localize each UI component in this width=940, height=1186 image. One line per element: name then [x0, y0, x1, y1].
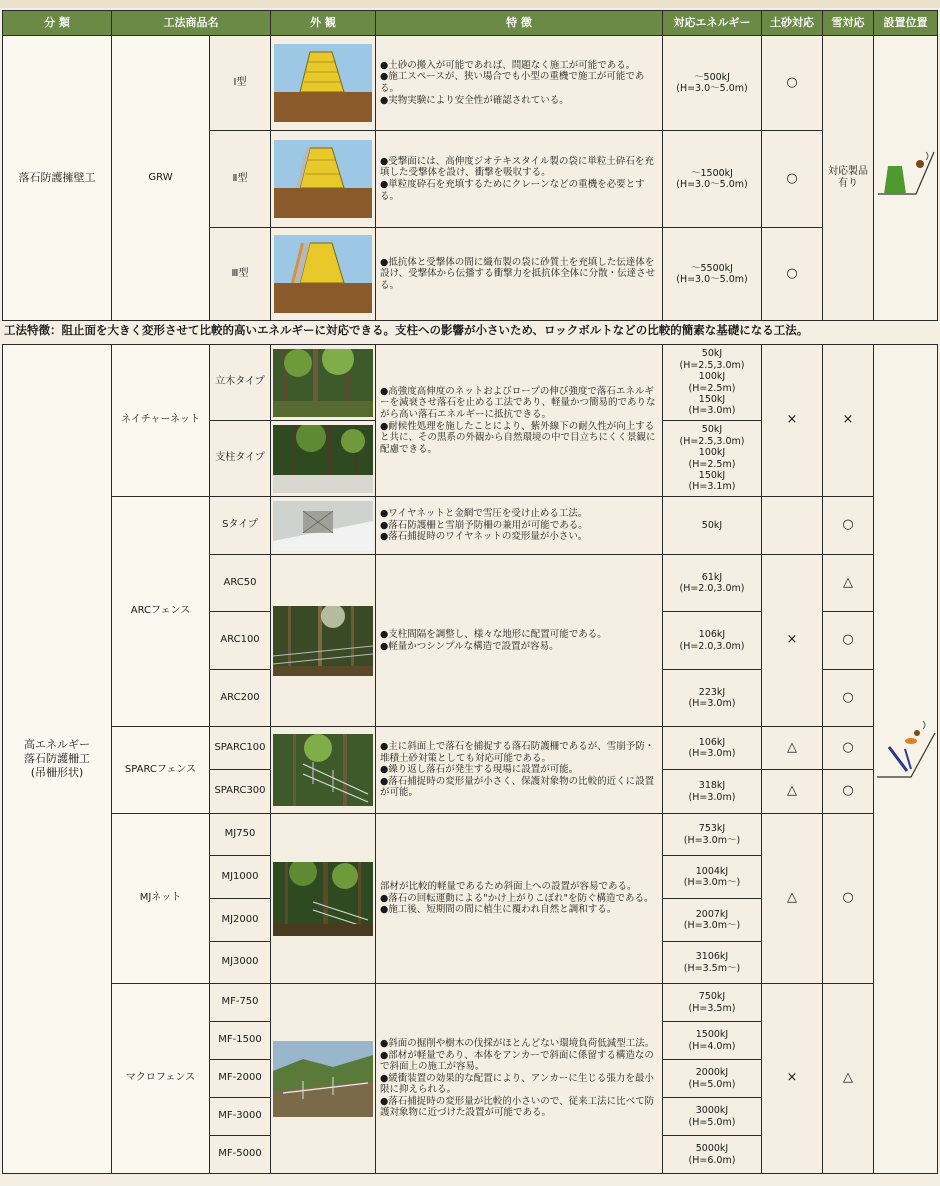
type-cell: Ⅰ型 — [210, 36, 271, 131]
position-illustration-wall — [874, 36, 938, 321]
type-cell: MJ1000 — [210, 856, 271, 899]
photo-macro-fence — [271, 984, 376, 1174]
energy-cell: 50kJ — [663, 497, 762, 555]
header-feature: 特 徴 — [376, 11, 663, 36]
soil-cell: ○ — [762, 131, 823, 228]
energy-cell: 3106kJ (H=3.5m～) — [663, 942, 762, 984]
soil-cell: × — [762, 345, 823, 497]
photo-mj-net — [271, 814, 376, 984]
header-appearance: 外 観 — [271, 11, 376, 36]
snow-cell: ○ — [823, 497, 874, 555]
energy-cell: 50kJ (H=2.5,3.0m) 100kJ (H=2.5m) 150kJ (H=3.0m) — [663, 345, 762, 421]
type-cell: Ⅱ型 — [210, 131, 271, 228]
energy-cell: 318kJ (H=3.0m) — [663, 770, 762, 814]
energy-cell: 223kJ (H=3.0m) — [663, 670, 762, 727]
energy-cell: 2000kJ (H=5.0m) — [663, 1060, 762, 1098]
type-cell: ARC100 — [210, 612, 271, 670]
type-cell: MF-750 — [210, 984, 271, 1022]
soil-cell: △ — [762, 770, 823, 814]
soil-cell — [762, 497, 823, 555]
photo-snow-fence — [271, 497, 376, 555]
feature-cell: ●受撃面には、高伸度ジオテキスタイル製の袋に単粒土砕石を充填した受撃体を設け、衝撃を吸収する。 ●単粒度砕石を充填するためにクレーンなどの重機を必要とする。 — [376, 131, 663, 228]
energy-cell: 5000kJ (H=6.0m) — [663, 1136, 762, 1174]
energy-cell: 2007kJ (H=3.0m～) — [663, 899, 762, 942]
snow-cell: ○ — [823, 770, 874, 814]
snow-cell: ○ — [823, 670, 874, 727]
feature-cell: 部材が比較的軽量であるため斜面上への設置が容易である。 ●落石の回転運動による"かけ上がりこぼれ"を防ぐ構造である。 ●施工後、短期間の間に植生に覆われ自然と調和する。 — [376, 814, 663, 984]
soil-cell: ○ — [762, 36, 823, 131]
snow-cell: △ — [823, 984, 874, 1174]
header-position: 設置位置 — [874, 11, 938, 36]
type-cell: Ⅲ型 — [210, 228, 271, 321]
feature-cell: ●高強度高伸度のネットおよびロープの伸び強度で落石エネルギーを減衰させ落石を止める工法であり、軽量かつ簡易的でありながら高い落石エネルギーに抵抗できる。 ●耐候性処理を施したことにより、紫外線下の耐久性が向上すると共に、その黒系の外観から自然環境の中で目立ちにくく景観に配慮できる。 — [376, 345, 663, 497]
photo-forest — [271, 345, 376, 421]
product-cell: MJネット — [112, 814, 210, 984]
type-cell: ARC200 — [210, 670, 271, 727]
type-cell: 立木タイプ — [210, 345, 271, 421]
feature-cell: ●主に斜面上で落石を捕捉する落石防護柵であるが、雪崩予防・堆積土砂対策としても対応可能である。 ●繰り返し落石が発生する現場に設置が可能。 ●落石捕捉時の変形量が小さく、保護対象物の比較的近くに設置が可能。 — [376, 727, 663, 814]
wall-diagram-1 — [271, 36, 376, 131]
soil-cell: ○ — [762, 228, 823, 321]
type-cell: Sタイプ — [210, 497, 271, 555]
photo-arc-fence — [271, 555, 376, 727]
snow-cell: ○ — [823, 814, 874, 984]
soil-cell: × — [762, 984, 823, 1174]
header-snow: 雪対応 — [823, 11, 874, 36]
product-cell: GRW — [112, 36, 210, 321]
product-cell: ネイチャーネット — [112, 345, 210, 497]
energy-cell: 106kJ (H=3.0m) — [663, 727, 762, 770]
energy-cell: 1004kJ (H=3.0m～) — [663, 856, 762, 899]
product-cell: マクロフェンス — [112, 984, 210, 1174]
energy-cell: ～5500kJ (H=3.0～5.0m) — [663, 228, 762, 321]
feature-cell: ●抵抗体と受撃体の間に織布製の袋に砂質土を充填した伝達体を設け、受撃体から伝播する衝撃力を抵抗体全体に分散・伝達させる。 — [376, 228, 663, 321]
type-cell: MJ3000 — [210, 942, 271, 984]
feature-cell: ●土砂の搬入が可能であれば、問題なく施工が可能である。 ●施工スペースが、狭い場合でも小型の重機で施工が可能である。 ●実物実験により安全性が確認されている。 — [376, 36, 663, 131]
energy-cell: 61kJ (H=2.0,3.0m) — [663, 555, 762, 612]
type-cell: MF-1500 — [210, 1022, 271, 1060]
header-category: 分 類 — [3, 11, 112, 36]
snow-cell: ○ — [823, 727, 874, 770]
category-cell: 高エネルギー 落石防護柵工 (吊柵形状) — [3, 345, 112, 1174]
method-note: 工法特徴：阻止面を大きく変形させて比較的高いエネルギーに対応できる。支柱への影響が小さいため、ロックボルトなどの比較的簡素な基礎になる工法。 — [4, 323, 809, 337]
energy-cell: 3000kJ (H=5.0m) — [663, 1098, 762, 1136]
type-cell: MF-2000 — [210, 1060, 271, 1098]
feature-cell: ●支柱間隔を調整し、様々な地形に配置可能である。 ●軽量かつシンプルな構造で設置が容易。 — [376, 555, 663, 727]
table-high-energy-fence — [2, 344, 938, 1174]
energy-cell: ～500kJ (H=3.0～5.0m) — [663, 36, 762, 131]
category-cell: 落石防護擁壁工 — [3, 36, 112, 321]
type-cell: MF-3000 — [210, 1098, 271, 1136]
type-cell: MJ2000 — [210, 899, 271, 942]
snow-cell: 対応製品 有り — [823, 36, 874, 321]
energy-cell: 50kJ (H=2.5,3.0m) 100kJ (H=2.5m) 150kJ (H=3.1m) — [663, 421, 762, 497]
type-cell: ARC50 — [210, 555, 271, 612]
type-cell: SPARC100 — [210, 727, 271, 770]
wall-diagram-3 — [271, 228, 376, 321]
snow-cell: × — [823, 345, 874, 497]
snow-cell: ○ — [823, 612, 874, 670]
header-energy: 対応エネルギー — [663, 11, 762, 36]
top-strip — [0, 0, 940, 8]
header-product: 工法商品名 — [112, 11, 271, 36]
header-soil: 土砂対応 — [762, 11, 823, 36]
type-cell: MF-5000 — [210, 1136, 271, 1174]
soil-cell: △ — [762, 727, 823, 770]
soil-cell: △ — [762, 814, 823, 984]
wall-diagram-2 — [271, 131, 376, 228]
photo-sparc-fence — [271, 727, 376, 814]
energy-cell: 750kJ (H=3.5m) — [663, 984, 762, 1022]
position-illustration-fence — [874, 345, 938, 1174]
type-cell: 支柱タイプ — [210, 421, 271, 497]
type-cell: SPARC300 — [210, 770, 271, 814]
product-cell: ARCフェンス — [112, 497, 210, 727]
feature-cell: ●ワイヤネットと金網で雪圧を受け止める工法。 ●落石防護柵と雪崩予防柵の兼用が可能である。 ●落石捕捉時のワイヤネットの変形量が小さい。 — [376, 497, 663, 555]
type-cell: MJ750 — [210, 814, 271, 856]
product-cell: SPARCフェンス — [112, 727, 210, 814]
feature-cell: ●斜面の掘削や樹木の伐採がほとんどない環境負荷低減型工法。 ●部材が軽量であり、本体をアンカーで斜面に係留する構造なので斜面上の施工が容易。 ●緩衝装置の効果的な配置により、アンカーに生じる張力を最小限に抑えられる。 ●落石捕捉時の変形量が比較的小さいので、従来工法に比べて防護対象物に近づけた設置が可能である。 — [376, 984, 663, 1174]
energy-cell: 106kJ (H=2.0,3.0m) — [663, 612, 762, 670]
photo-forest-post — [271, 421, 376, 497]
energy-cell: 1500kJ (H=4.0m) — [663, 1022, 762, 1060]
energy-cell: 753kJ (H=3.0m～) — [663, 814, 762, 856]
snow-cell: △ — [823, 555, 874, 612]
soil-cell: × — [762, 555, 823, 727]
energy-cell: ～1500kJ (H=3.0～5.0m) — [663, 131, 762, 228]
table-retaining-wall — [2, 10, 938, 321]
